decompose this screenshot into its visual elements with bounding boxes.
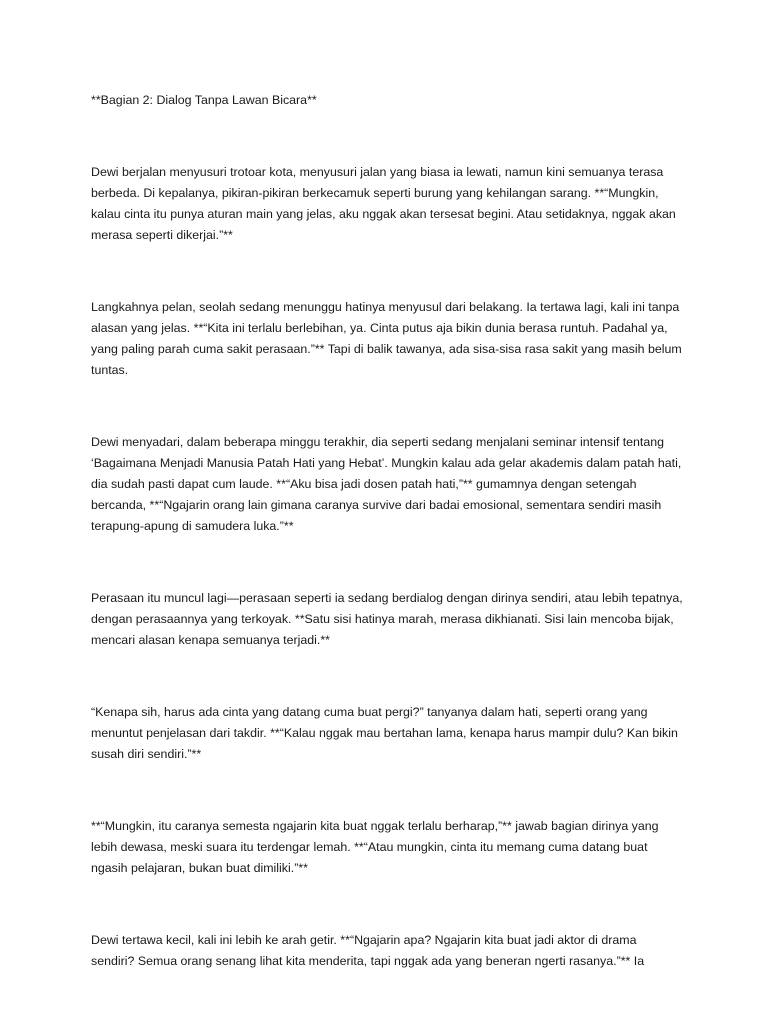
paragraph-2: Langkahnya pelan, seolah sedang menunggu hatinya menyusul dari belakang. Ia tertawa lagi, kali ini tanpa alasan yang jelas. **“Kita ini terlalu berlebihan, ya. Cinta putus aja bikin dunia berasa runtuh. Padahal ya, yang paling parah cuma sakit perasaan.”** Tapi di balik tawanya, ada sisa-sisa rasa sakit yang masih belum tuntas. — [91, 300, 682, 377]
document-body — [91, 90, 683, 1023]
paragraph-5: “Kenapa sih, harus ada cinta yang datang cuma buat pergi?” tanyanya dalam hati, seperti orang yang menuntut penjelasan dari takdir. **“Kalau nggak mau bertahan lama, kenapa harus mampir dulu? Kan bikin susah diri sendiri.”** — [91, 705, 678, 761]
paragraph-7: Dewi tertawa kecil, kali ini lebih ke arah getir. **“Ngajarin apa? Ngajarin kita buat jadi aktor di drama sendiri? Semua orang senang lihat kita menderita, tapi nggak ada yang beneran ngerti rasanya.”** Ia — [91, 933, 645, 968]
paragraph-3: Dewi menyadari, dalam beberapa minggu terakhir, dia seperti sedang menjalani seminar intensif tentang ‘Bagaimana Menjadi Manusia Patah Hati yang Hebat’. Mungkin kalau ada gelar akademis dalam patah hati, dia sudah pasti dapat cum laude. **“Aku bisa jadi dosen patah hati,”** gumamnya dengan setengah bercanda, **“Ngajarin orang lain gimana caranya survive dari badai emosional, sementara sendiri masih terapung-apung di samudera luka.”** — [91, 435, 682, 533]
paragraph-6: **“Mungkin, itu caranya semesta ngajarin kita buat nggak terlalu berharap,”** jawab bagian dirinya yang lebih dewasa, meski suara itu terdengar lemah. **“Atau mungkin, cinta itu memang cuma datang buat ngasih pelajaran, bukan buat dimiliki.”** — [91, 819, 659, 875]
paragraph-4: Perasaan itu muncul lagi—perasaan seperti ia sedang berdialog dengan dirinya sendiri, atau lebih tepatnya, dengan perasaannya yang terkoyak. **Satu sisi hatinya marah, merasa dikhianati. Sisi lain mencoba bijak, mencari alasan kenapa semuanya terjadi.** — [91, 591, 683, 647]
paragraph-1: Dewi berjalan menyusuri trotoar kota, menyusuri jalan yang biasa ia lewati, namun kini semuanya terasa berbeda. Di kepalanya, pikiran-pikiran berkecamuk seperti burung yang kehilangan sarang. **“Mungkin, kalau cinta itu punya aturan main yang jelas, aku nggak akan tersesat begini. Atau setidaknya, nggak akan merasa seperti dikerjai.”** — [91, 165, 676, 242]
section-heading: **Bagian 2: Dialog Tanpa Lawan Bicara** — [91, 93, 317, 107]
